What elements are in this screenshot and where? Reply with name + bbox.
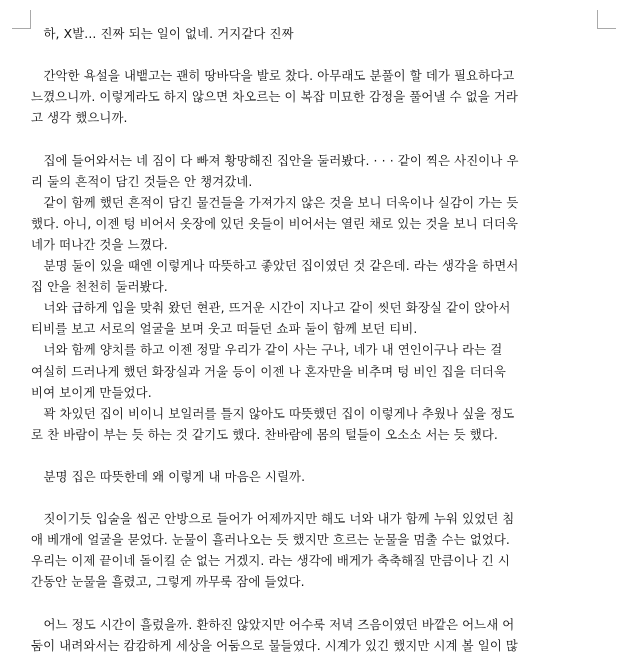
text-line: 로 찬 바람이 부는 듯 하는 것 같기도 했다. 찬바람에 몸의 털들이 오소소 서는 듯 했다. — [31, 426, 498, 442]
paragraph — [31, 466, 591, 487]
blank-line — [31, 445, 591, 466]
text-line: 우리는 이제 끝이네 돌이킬 순 없는 거겠지. 라는 생각에 배게가 축축해질 만큼이나 긴 시 — [31, 553, 510, 569]
text-line: 어느 정도 시간이 흘렀을까. 환하진 않았지만 어수룩 저녁 즈음이였던 바깥은 어느새 어 — [31, 616, 515, 632]
text-line: 간악한 욕설을 내뱉고는 괜히 땅바닥을 발로 찼다. 아무래도 분풀이 할 데가 필요하다고 — [31, 68, 515, 84]
blank-line — [31, 44, 591, 65]
blank-line — [31, 487, 591, 508]
paragraph — [31, 508, 591, 592]
text-line: 애 베개에 얼굴을 묻었다. 눈물이 흘러나오는 듯 했지만 흐르는 눈물을 멈출 수는 없었다. — [31, 532, 510, 548]
text-line: 같이 함께 했던 흔적이 담긴 물건들을 가져가지 않은 것을 보니 더욱이나 실감이 가는 듯 — [31, 194, 519, 210]
paragraph — [31, 65, 591, 128]
paragraph — [31, 23, 591, 44]
text-line: 꽉 차있던 집이 비이니 보일러를 틀지 않아도 따뜻했던 집이 이렇게나 추웠나 싶을 정도 — [31, 405, 515, 421]
text-line: 너와 함께 양치를 하고 이젠 정말 우리가 같이 사는 구나, 네가 내 연인이구나 라는 걸 — [31, 342, 503, 358]
margin-corner-mark-left — [12, 10, 31, 29]
text-line: 느꼈으니까. 이렇게라도 하지 않으면 차오르는 이 복잡 미묘한 감정을 풀어낼 수 없을 거라 — [31, 89, 518, 105]
text-line: 분명 집은 따뜻한데 왜 이렇게 내 마음은 시릴까. — [31, 468, 306, 484]
text-line: 비여 보이게 만들었다. — [31, 384, 152, 400]
text-line: 분명 둘이 있을 때엔 이렇게나 따뜻하고 좋았던 집이였던 것 같은데. 라는 생각을 하면서 — [31, 258, 519, 274]
text-line: 하, X발... 진짜 되는 일이 없네. 거지같다 진짜 — [31, 26, 294, 41]
blank-line — [31, 593, 591, 614]
text-line: 집에 들어와서는 네 짐이 다 빠져 황망해진 집안을 둘러봤다. · · · 같이 찍은 사진이나 우 — [31, 152, 519, 168]
text-line: 리 둘의 흔적이 담긴 것들은 안 챙겨갔네. — [31, 173, 253, 189]
text-line: 여실히 드러나게 했던 화장실과 거울 등이 이젠 나 혼자만을 비추며 텅 비인 집을 더더욱 — [31, 363, 506, 379]
text-line: 간동안 눈물을 흘렸고, 그렇게 까무룩 잠에 들었다. — [31, 574, 305, 590]
text-line: 집 안을 천천히 둘러봤다. — [31, 279, 168, 295]
paragraph — [31, 339, 591, 402]
text-line: 고 생각 했으니까. — [31, 110, 128, 126]
text-line: 네가 떠나간 것을 느꼈다. — [31, 236, 168, 252]
paragraph — [31, 297, 591, 339]
margin-corner-mark-right — [597, 10, 616, 29]
blank-line — [31, 128, 591, 149]
text-line: 짓이기듯 입술을 씹곤 안방으로 들어가 어제까지만 해도 너와 내가 함께 누워 있었던 침 — [31, 511, 515, 527]
paragraph — [31, 192, 591, 255]
text-line: 둠이 내려와서는 캄캄하게 세상을 어둠으로 물들였다. 시계가 있긴 했지만 시계 볼 일이 많 — [31, 637, 518, 653]
paragraph — [31, 255, 591, 297]
document-body[interactable] — [31, 23, 591, 656]
text-line: 했다. 아니, 이젠 텅 비어서 옷장에 있던 옷들이 비어서는 열린 채로 있는 것을 보니 더더욱 — [31, 215, 519, 231]
paragraph — [31, 403, 591, 445]
paragraph — [31, 150, 591, 192]
paragraph — [31, 614, 591, 656]
text-line: 너와 급하게 입을 맞춰 왔던 현관, 뜨거운 시간이 지나고 같이 씻던 화장실 같이 앉아서 — [31, 300, 511, 316]
text-line: 티비를 보고 서로의 얼굴을 보며 웃고 떠들던 쇼파 둘이 함께 보던 티비. — [31, 321, 418, 337]
